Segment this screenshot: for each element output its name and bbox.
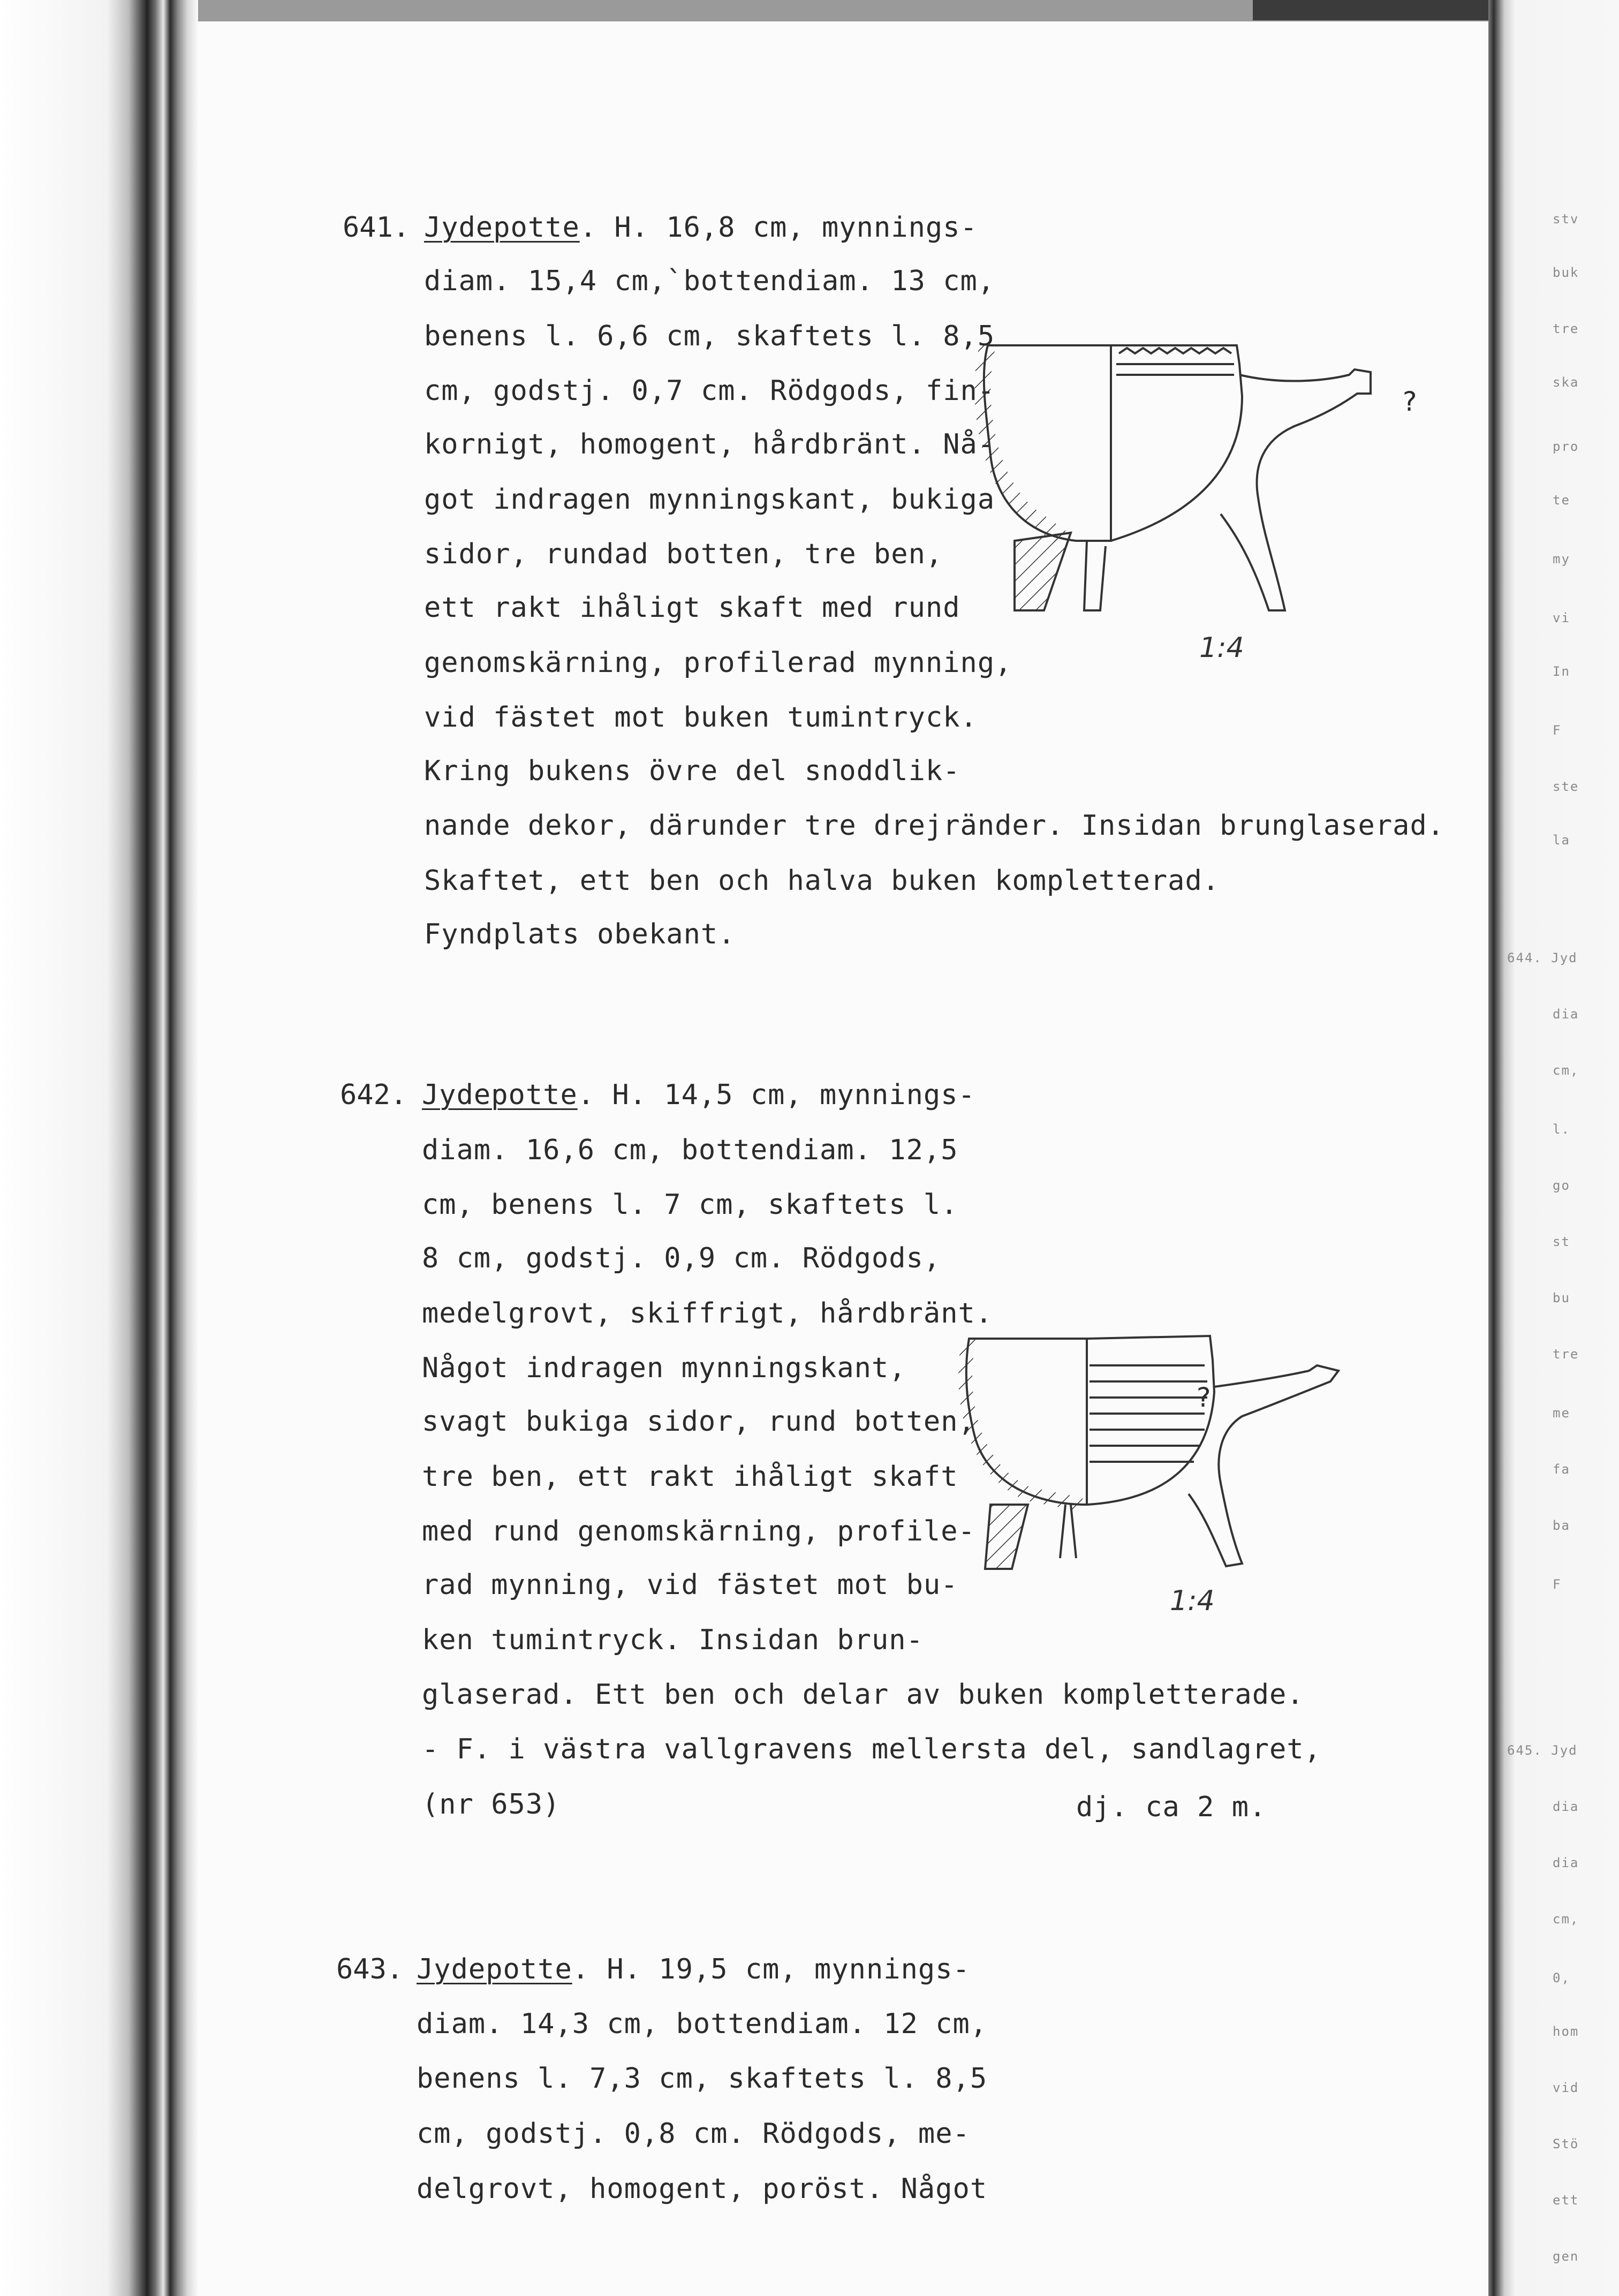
entry-line: diam. 16,6 cm, bottendiam. 12,5 <box>422 1134 958 1166</box>
entry-line: cm, godstj. 0,7 cm. Rödgods, fin- <box>424 375 995 407</box>
entry-line: glaserad. Ett ben och delar av buken kompletterade. <box>422 1679 1304 1711</box>
adjacent-fragment: ba <box>1553 1518 1570 1533</box>
entry-first-line <box>417 1953 970 1985</box>
adjacent-fragment: dia <box>1553 1799 1579 1814</box>
adjacent-fragment: tre <box>1553 1347 1579 1362</box>
entry-line: (nr 653) <box>422 1788 561 1821</box>
entry-title: Jydepotte <box>422 1079 578 1111</box>
entry-title: Jydepotte <box>424 212 580 244</box>
entry-title: Jydepotte <box>417 1953 572 1985</box>
entry-line: cm, benens l. 7 cm, skaftets l. <box>422 1189 958 1221</box>
entry-line: - F. i västra vallgravens mellersta del, sandlagret, <box>422 1733 1321 1765</box>
adjacent-fragment: me <box>1553 1406 1570 1421</box>
entry-line: ett rakt ihåligt skaft med rund <box>424 592 960 624</box>
adjacent-fragment: ska <box>1553 375 1579 390</box>
adjacent-fragment: my <box>1553 552 1570 567</box>
adjacent-fragment: 645. Jyd <box>1507 1743 1578 1758</box>
adjacent-fragment: cm, <box>1553 1063 1579 1078</box>
entry-line: Fyndplats obekant. <box>424 918 736 950</box>
book-binding <box>0 0 198 2296</box>
entry-line: benens l. 7,3 cm, skaftets l. 8,5 <box>417 2063 988 2095</box>
adjacent-fragment: 644. Jyd <box>1507 950 1578 965</box>
entry-line: Något indragen mynningskant, <box>422 1352 906 1384</box>
entry-line-extra: dj. ca 2 m. <box>1076 1791 1267 1823</box>
entry-first-line <box>424 212 978 244</box>
adjacent-fragment: hom <box>1553 2024 1579 2039</box>
scan-edge-bar <box>1253 0 1499 20</box>
adjacent-fragment: bu <box>1553 1290 1570 1305</box>
adjacent-fragment: go <box>1553 1178 1570 1193</box>
entry-line: rad mynning, vid fästet mot bu- <box>422 1569 958 1601</box>
drawing-label: ? <box>1403 386 1417 417</box>
adjacent-fragment: In <box>1553 664 1570 679</box>
adjacent-fragment: st <box>1553 1234 1570 1249</box>
adjacent-fragment: ste <box>1553 779 1579 794</box>
adjacent-fragment: vi <box>1553 610 1570 625</box>
adjacent-page-strip <box>1488 0 1619 2296</box>
adjacent-fragment: dia <box>1553 1007 1579 1022</box>
entry-first-line <box>422 1079 975 1111</box>
pot-drawing-641 <box>964 332 1392 632</box>
entry-number: 641. <box>343 212 410 244</box>
adjacent-fragment: stv <box>1553 212 1579 226</box>
entry-line: sidor, rundad botten, tre ben, <box>424 538 943 570</box>
entry-line: . H. 14,5 cm, mynnings- <box>577 1079 975 1111</box>
entry-line: got indragen mynningskant, bukiga <box>424 484 995 516</box>
entry-line: medelgrovt, skiffrigt, hårdbränt. <box>422 1297 993 1330</box>
entry-line: diam. 15,4 cm,`bottendiam. 13 cm, <box>424 265 995 297</box>
entry-line: tre ben, ett rakt ihåligt skaft <box>422 1461 958 1493</box>
adjacent-fragment: l. <box>1553 1122 1570 1137</box>
entry-number: 643. <box>336 1953 404 1985</box>
adjacent-fragment: tre <box>1553 321 1579 336</box>
adjacent-fragment: F <box>1553 1577 1562 1592</box>
entry-line: vid fästet mot buken tumintryck. <box>424 701 978 734</box>
adjacent-fragment: la <box>1553 833 1570 848</box>
entry-line: med rund genomskärning, profile- <box>422 1515 975 1547</box>
adjacent-fragment: dia <box>1553 1855 1579 1870</box>
adjacent-fragment: vid <box>1553 2080 1579 2095</box>
pot-drawing-642 <box>953 1328 1360 1574</box>
entry-line: genomskärning, profilerad mynning, <box>424 647 1012 679</box>
entry-number: 642. <box>340 1079 407 1111</box>
entry-line: svagt bukiga sidor, rund botten, <box>422 1406 975 1438</box>
entry-line: delgrovt, homogent, poröst. Något <box>417 2173 988 2205</box>
adjacent-fragment: 0, <box>1553 1970 1570 1985</box>
adjacent-fragment: ett <box>1553 2193 1579 2208</box>
entry-line: Kring bukens övre del snoddlik- <box>424 755 960 787</box>
adjacent-fragment: Stö <box>1553 2136 1579 2151</box>
adjacent-fragment: buk <box>1553 265 1579 280</box>
adjacent-fragment: F <box>1553 723 1562 738</box>
adjacent-fragment: gen <box>1553 2249 1579 2264</box>
adjacent-fragment: fa <box>1553 1462 1570 1477</box>
adjacent-fragment: cm, <box>1553 1912 1579 1927</box>
adjacent-fragment: te <box>1553 493 1570 508</box>
entry-line: kornigt, homogent, hårdbränt. Nå- <box>424 428 995 460</box>
entry-line: benens l. 6,6 cm, skaftets l. 8,5 <box>424 320 995 352</box>
drawing-scale: 1:4 <box>1199 632 1244 664</box>
entry-line: cm, godstj. 0,8 cm. Rödgods, me- <box>417 2118 970 2150</box>
entry-line: diam. 14,3 cm, bottendiam. 12 cm, <box>417 2008 988 2040</box>
drawing-label: ? <box>1197 1382 1211 1413</box>
entry-line: nande dekor, därunder tre drejränder. Insidan brunglaserad. <box>424 810 1445 842</box>
entry-line: Skaftet, ett ben och halva buken kompletterad. <box>424 865 1220 897</box>
entry-line: . H. 16,8 cm, mynnings- <box>579 212 978 244</box>
entry-line: ken tumintryck. Insidan brun- <box>422 1624 924 1656</box>
entry-line: . H. 19,5 cm, mynnings- <box>572 1953 970 1985</box>
entry-line: 8 cm, godstj. 0,9 cm. Rödgods, <box>422 1242 941 1274</box>
adjacent-fragment: pro <box>1553 439 1579 454</box>
drawing-scale: 1:4 <box>1170 1585 1215 1617</box>
